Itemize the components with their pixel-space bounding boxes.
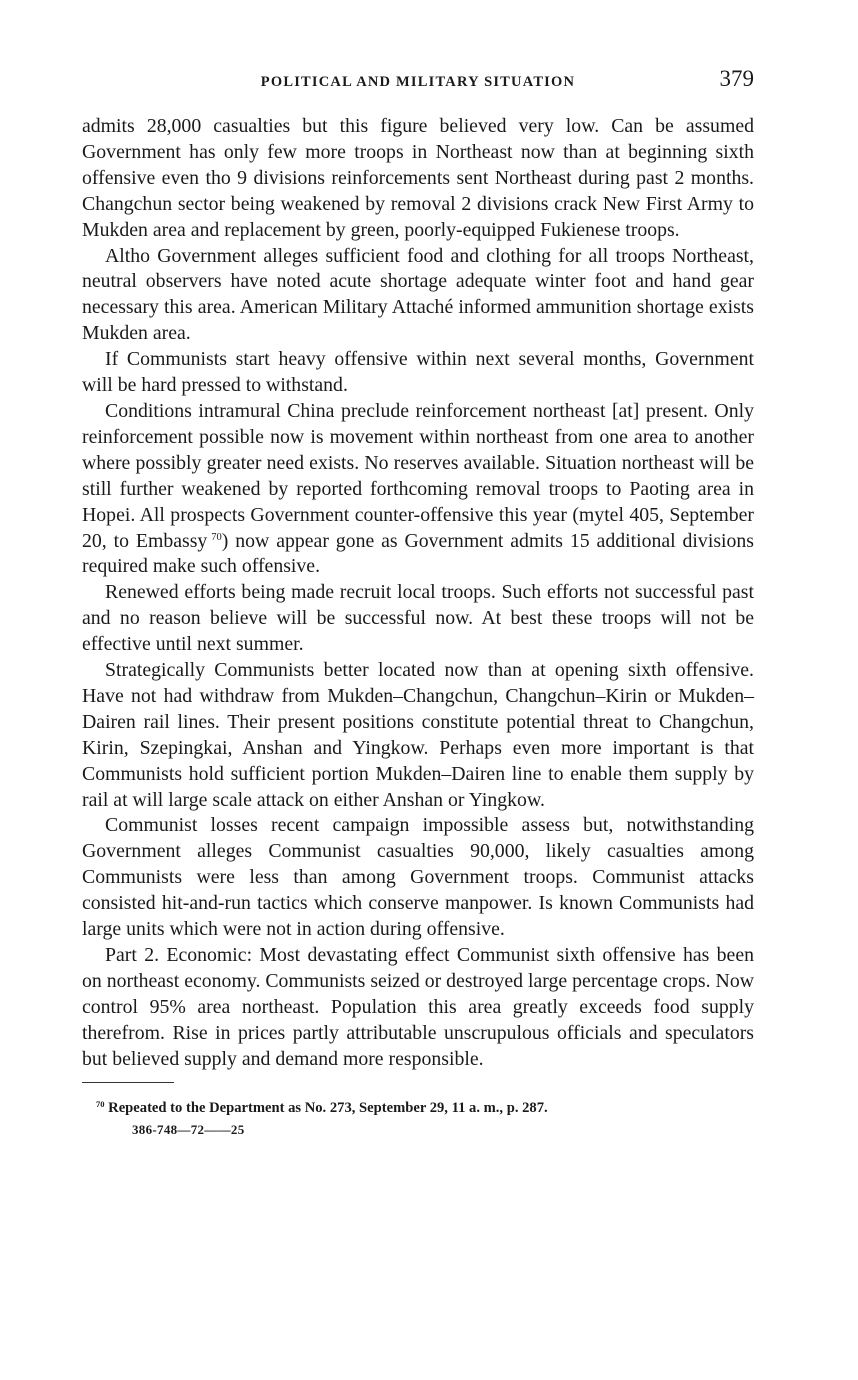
printer-mark: 386-748—72——25 (132, 1121, 245, 1137)
paragraph-communist-offensive: If Communists start heavy offensive within next several months, Government will be hard pressed to withstand. (82, 348, 754, 397)
paragraph-reinforcement-text-continued: ) now appear gone as Government admits 15 additional divisions required make such offensive. (82, 529, 754, 578)
footnote-reference: 70 (211, 531, 222, 543)
paragraph-recruitment: Renewed efforts being made recruit local troops. Such efforts not successful past and no reason believe will be successful now. At best these troops will not be effective until next summer. (82, 581, 754, 656)
paragraph-casualties: admits 28,000 casualties but this figure believed very low. Can be assumed Government has only few more troops in Northeast now than at beginning sixth offensive even tho 9 divisions reinforcements sent Northeast during past 2 months. Changchun sector being weakened by removal 2 divisions crack New First Army to Mukden area and replacement by green, poorly-equipped Fukienese troops. (82, 115, 754, 241)
paragraph-economic: Part 2. Economic: Most devastating effect Communist sixth offensive has been on northeast economy. Communists seized or destroyed large percentage crops. Now control 95% area northeast. Population this area greatly exceeds food supply therefrom. Rise in prices partly attributable unscrupulous officials and speculators but believed supply and demand more responsible. (82, 944, 754, 1070)
paragraph-reinforcement-text: Conditions intramural China preclude reinforcement northeast [at] present. Only reinforcement possible now is movement within northeast from one area to another where possibly greater need exists. No reserves available. Situation northeast will be still further weakened by reported forthcoming removal troops to Paoting area in Hopei. All prospects Government counter-offensive this year (mytel 405, September 20, to Embassy (82, 399, 754, 552)
footnote-number: 70 (96, 1098, 105, 1109)
paragraph-communist-losses: Communist losses recent campaign impossible assess but, notwithstanding Government alleges Communist casualties 90,000, likely casualties among Communists were less than among Government troops. Communist attacks consisted hit-and-run tactics which conserve manpower. Is known Communists had large units which were not in action during offensive. (82, 814, 754, 941)
paragraph-strategic-position: Strategically Communists better located now than at opening sixth offensive. Have not had withdraw from Mukden–Changchun, Changchun–Kirin or Mukden–Dairen rail lines. Their present positions constitute potential threat to Changchun, Kirin, Szepingkai, Anshan and Yingkow. Perhaps even more important is that Communists hold sufficient portion Mukden–Dairen line to enable them supply by rail at will large scale attack on either Anshan or Yingkow. (82, 659, 754, 811)
document-page (82, 62, 754, 1138)
page-number: 379 (719, 66, 754, 91)
footnote-divider (82, 1082, 174, 1083)
footnote-text: Repeated to the Department as No. 273, September 29, 11 a. m., p. 287. (108, 1099, 548, 1116)
running-head (82, 62, 754, 96)
footnote (82, 1100, 754, 1117)
paragraph-reinforcement (82, 399, 754, 580)
running-title: POLITICAL AND MILITARY SITUATION (260, 74, 576, 90)
paragraph-supplies: Altho Government alleges sufficient food and clothing for all troops Northeast, neutral observers have noted acute shortage adequate winter foot and hand gear necessary this area. American Military Attaché informed ammunition shortage exists Mukden area. (82, 244, 754, 345)
body-text (82, 114, 754, 1073)
